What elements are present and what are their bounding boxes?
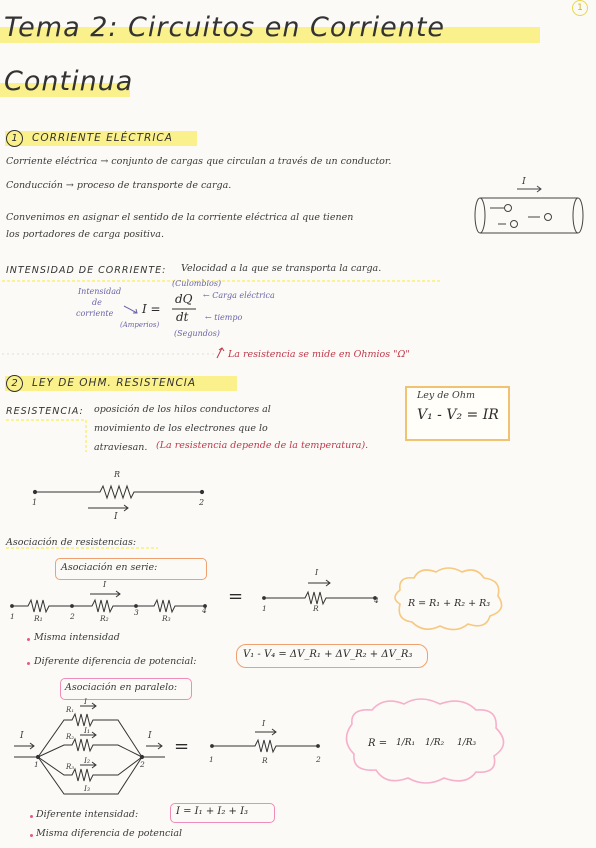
bullet-dot-2 [27, 662, 30, 665]
convention-line1: Convenimos en asignar el sentido de la corriente eléctrica al que tienen [6, 212, 354, 223]
definition-conduccion: Conducción → proceso de transporte de carga. [6, 180, 232, 191]
series-node-2: 2 [70, 612, 75, 621]
conductor-diagram [475, 186, 583, 233]
parallel-r2: R₂ [66, 733, 75, 741]
formula-left-label-1: Intensidad [78, 287, 122, 296]
potential-formula: V₁ - V₄ = ΔV_R₁ + ΔV_R₂ + ΔV_R₃ [243, 649, 413, 660]
formula-denominator: dt [176, 310, 189, 324]
page-title-line2: Continua [4, 66, 134, 97]
parallel-i1: I₁ [84, 726, 90, 735]
ohm-box-formula: V₁ - V₂ = IR [417, 407, 499, 423]
formula-numerator: dQ [175, 292, 193, 306]
series-eq-r: R [313, 604, 319, 613]
series-eq-node1: 1 [262, 604, 267, 613]
resistance-def-line3: atraviesan. [94, 442, 148, 453]
series-node-3: 3 [134, 608, 139, 617]
series-cloud-formula: R = R₁ + R₂ + R₃ [408, 598, 491, 609]
series-r1: R₁ [34, 614, 43, 623]
ohm-law-box [405, 386, 510, 441]
bullet-dot-1 [27, 638, 30, 641]
parallel-cloud-frac1: 1/R₁ [396, 738, 416, 748]
parallel-cloud-frac3: 1/R₃ [457, 738, 477, 748]
parallel-node2: 2 [140, 760, 145, 769]
resistance-note: (La resistencia depende de la temperatura). [156, 440, 369, 451]
parallel-i3: I₃ [84, 784, 90, 793]
section1-heading: CORRIENTE ELÉCTRICA [32, 132, 173, 144]
formula-unit-coulombs: (Culombios) [172, 279, 222, 288]
series-eq-node4: 4 [374, 596, 379, 605]
parallel-bullet2: Misma diferencia de potencial [36, 828, 183, 839]
current-formula-frame [170, 803, 275, 823]
circuit-r-label: R [114, 470, 121, 479]
series-node-4: 4 [202, 606, 207, 615]
formula-unit-seconds: (Segundos) [174, 329, 220, 338]
potential-formula-frame [236, 644, 428, 668]
parallel-equals: = [174, 736, 190, 757]
label-arrow [124, 306, 137, 313]
intensity-heading: INTENSIDAD DE CORRIENTE: [6, 265, 167, 276]
resistance-def-line1: oposición de los hilos conductores al [94, 404, 271, 415]
bullet-dot-3 [30, 815, 33, 818]
ohm-box-title: Ley de Ohm [417, 390, 475, 401]
parallel-i-out: I [148, 731, 152, 741]
series-circuit [11, 580, 377, 612]
formula-left-label-2: de [92, 298, 102, 307]
parallel-i-top: I [84, 697, 87, 706]
definition-corriente: Corriente eléctrica → conjunto de cargas que circulan a través de un conductor. [6, 156, 392, 167]
series-eq-i: I [315, 568, 319, 577]
circuit-node2: 2 [199, 498, 205, 507]
parallel-eq-i: I [262, 719, 266, 728]
bullet-dot-4 [30, 834, 33, 837]
parallel-i2: I₂ [84, 756, 90, 765]
circuit-node1: 1 [32, 498, 38, 507]
formula-time-label: ← tiempo [205, 313, 243, 322]
circuit-i-label: I [114, 512, 118, 522]
series-i-label: I [103, 580, 107, 589]
parallel-eq-r: R [262, 756, 268, 765]
formula-unit-amperes: (Amperios) [120, 321, 160, 329]
series-label: Asociación en serie: [61, 562, 158, 573]
page-title-line1: Tema 2: Circuitos en Corriente [4, 12, 446, 43]
parallel-label: Asociación en paralelo: [65, 682, 178, 693]
parallel-cloud-frac2: 1/R₂ [425, 738, 445, 748]
red-arrow [217, 348, 224, 358]
series-node-1: 1 [10, 612, 15, 621]
intensity-definition: Velocidad a la que se transporta la carga. [181, 263, 382, 274]
parallel-i-in: I [20, 731, 24, 741]
series-r2: R₂ [100, 614, 109, 623]
resistance-label: RESISTENCIA: [6, 406, 84, 417]
current-formula: I = I₁ + I₂ + I₃ [176, 806, 249, 817]
page-number-badge: 1 [572, 0, 588, 16]
resistance-unit-note: La resistencia se mide en Ohmios "Ω" [228, 349, 410, 360]
series-label-frame [55, 558, 207, 580]
formula-left-label-3: corriente [76, 309, 114, 318]
section2-heading: LEY DE OHM. RESISTENCIA [32, 377, 197, 389]
series-bullet2: Diferente diferencia de potencial: [34, 656, 197, 667]
basic-circuit [33, 486, 203, 511]
section2-number: 2 [6, 375, 23, 392]
formula-symbol: I = [142, 302, 161, 316]
series-bullet1: Misma intensidad [34, 632, 120, 643]
convention-line2: los portadores de carga positiva. [6, 229, 164, 240]
formula-charge-label: ← Carga eléctrica [203, 291, 275, 300]
parallel-eq-node2: 2 [316, 755, 321, 764]
parallel-node1: 1 [34, 760, 39, 769]
parallel-eq-node1: 1 [209, 755, 214, 764]
resistance-bracket [6, 420, 86, 452]
parallel-r1: R₁ [66, 706, 75, 714]
series-equals: = [228, 586, 244, 607]
conductor-current-label: I [522, 176, 526, 187]
resistance-def-line2: movimiento de los electrones que lo [94, 423, 268, 434]
parallel-cloud-lhs: R = [368, 738, 388, 749]
parallel-bullet1: Diferente intensidad: [36, 809, 139, 820]
parallel-circuit [14, 703, 319, 794]
parallel-r3: R₃ [66, 763, 75, 771]
parallel-label-frame [60, 678, 192, 700]
series-r3: R₃ [162, 614, 171, 623]
section1-number: 1 [6, 130, 23, 147]
association-heading: Asociación de resistencias: [6, 537, 137, 548]
